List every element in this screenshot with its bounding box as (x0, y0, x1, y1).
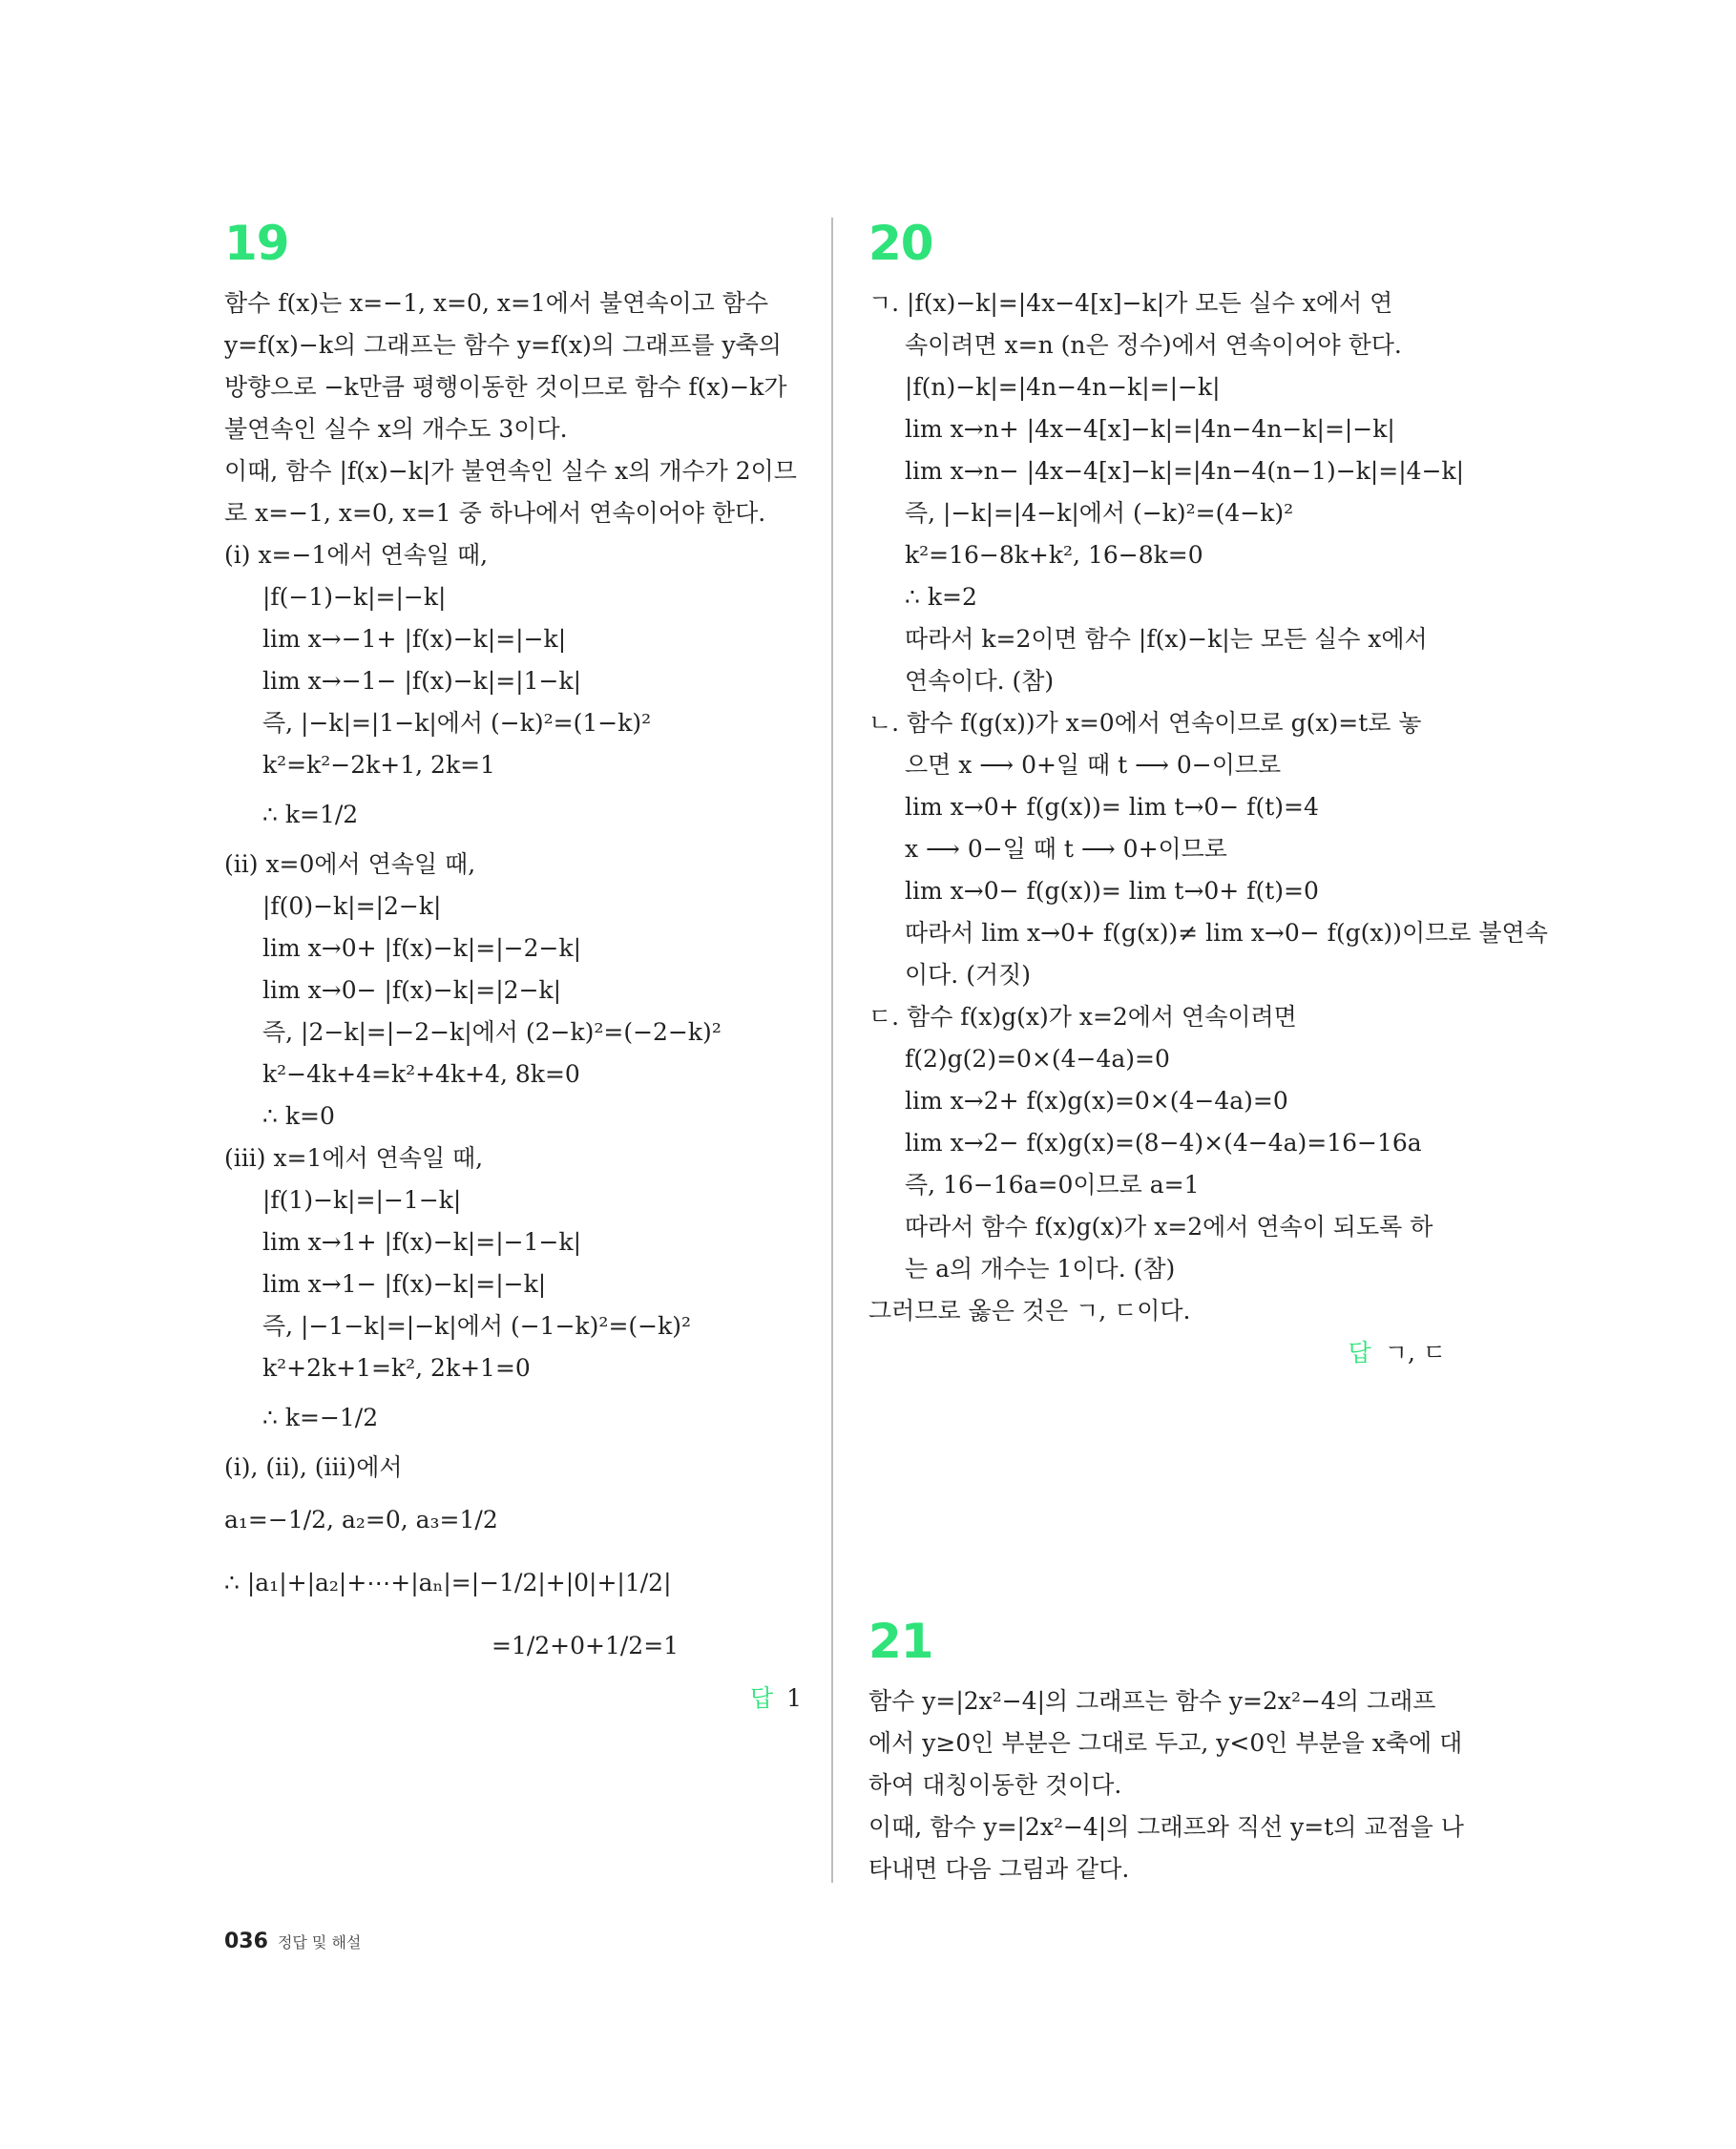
equation: lim x→−1− |f(x)−k|=|1−k| (262, 667, 582, 695)
text-line: x ⟶ 0−일 때 t ⟶ 0+이므로 (905, 835, 1227, 863)
answer-value: 1 (786, 1684, 802, 1712)
answer (224, 1678, 802, 1720)
item-heading: ㄱ. |f(x)−k|=|4x−4[x]−k|가 모든 실수 x에서 연 (868, 289, 1393, 317)
text-line: (ⅰ), (ⅱ), (ⅲ)에서 (224, 1453, 403, 1481)
text-line: 연속이다. (참) (905, 667, 1055, 695)
case-heading: (ⅱ) x=0에서 연속일 때, (224, 850, 476, 878)
item-heading: ㄴ. 함수 f(g(x))가 x=0에서 연속이므로 g(x)=t로 놓 (868, 709, 1422, 737)
equation: ∴ k=2 (905, 583, 977, 611)
text-line: 방향으로 −k만큼 평행이동한 것이므로 함수 f(x)−k가 (224, 373, 787, 401)
answer (868, 1332, 1446, 1374)
equation: |f(−1)−k|=|−k| (262, 583, 447, 611)
equation: lim x→1− |f(x)−k|=|−k| (262, 1270, 547, 1298)
equation: lim x→n+ |4x−4[x]−k|=|4n−4n−k|=|−k| (905, 415, 1395, 443)
text-line: 로 x=−1, x=0, x=1 중 하나에서 연속이어야 한다. (224, 499, 766, 527)
equation: k²−4k+4=k²+4k+4, 8k=0 (262, 1060, 580, 1088)
equation: ∴ k=1/2 (262, 801, 359, 828)
text-line: 함수 f(x)는 x=−1, x=0, x=1에서 불연속이고 함수 (224, 289, 769, 317)
text-line: 불연속인 실수 x의 개수도 3이다. (224, 415, 568, 443)
text-line: 이때, 함수 y=|2x²−4|의 그래프와 직선 y=t의 교점을 나 (868, 1813, 1464, 1841)
equation: k²=16−8k+k², 16−8k=0 (905, 541, 1203, 569)
equation: lim x→0+ |f(x)−k|=|−2−k| (262, 934, 582, 962)
equation: 즉, |−k|=|4−k|에서 (−k)²=(4−k)² (905, 499, 1294, 527)
equation: lim x→0− |f(x)−k|=|2−k| (262, 976, 562, 1004)
item-heading: ㄷ. 함수 f(x)g(x)가 x=2에서 연속이려면 (868, 1003, 1297, 1031)
text-line: 따라서 함수 f(x)g(x)가 x=2에서 연속이 되도록 하 (905, 1213, 1433, 1241)
section-title: 정답 및 해설 (277, 1933, 362, 1951)
equation: 즉, |−1−k|=|−k|에서 (−1−k)²=(−k)² (262, 1312, 692, 1340)
problem-20 (868, 216, 1548, 1374)
equation: |f(1)−k|=|−1−k| (262, 1186, 462, 1214)
equation: lim x→1+ |f(x)−k|=|−1−k| (262, 1228, 582, 1256)
case-heading: (ⅰ) x=−1에서 연속일 때, (224, 541, 489, 569)
conclusion: 그러므로 옳은 것은 ㄱ, ㄷ이다. (868, 1297, 1191, 1325)
problem-number: 19 (224, 216, 289, 271)
problem-number: 20 (868, 216, 933, 271)
problem-number: 21 (868, 1614, 933, 1669)
page-footer (224, 1930, 361, 1953)
column-divider (831, 218, 833, 1883)
equation: ∴ |a₁|+|a₂|+⋯+|aₙ|=|−1/2|+|0|+|1/2| (224, 1569, 672, 1596)
text-line: 하여 대칭이동한 것이다. (868, 1771, 1122, 1799)
text-line: 는 a의 개수는 1이다. (참) (905, 1255, 1176, 1283)
equation: ∴ k=−1/2 (262, 1404, 379, 1431)
text-line: 따라서 lim x→0+ f(g(x))≠ lim x→0− f(g(x))이므로 불연속 (905, 919, 1548, 947)
text-line: 타내면 다음 그림과 같다. (868, 1855, 1130, 1883)
equation: f(2)g(2)=0×(4−4a)=0 (905, 1045, 1170, 1073)
page-number: 036 (224, 1930, 268, 1953)
equation: 즉, |2−k|=|−2−k|에서 (2−k)²=(−2−k)² (262, 1018, 722, 1046)
equation: lim x→−1+ |f(x)−k|=|−k| (262, 625, 567, 653)
answer-label: 답 (749, 1684, 774, 1712)
answer-value: ㄱ, ㄷ (1384, 1339, 1446, 1367)
equation: 즉, |−k|=|1−k|에서 (−k)²=(1−k)² (262, 709, 652, 737)
text-line: 이때, 함수 |f(x)−k|가 불연속인 실수 x의 개수가 2이므 (224, 457, 797, 485)
text-line: 속이려면 x=n (n은 정수)에서 연속이어야 한다. (905, 331, 1402, 359)
equation: lim x→2+ f(x)g(x)=0×(4−4a)=0 (905, 1087, 1288, 1115)
text-line: 에서 y≥0인 부분은 그대로 두고, y<0인 부분을 x축에 대 (868, 1729, 1463, 1757)
text-line: y=f(x)−k의 그래프는 함수 y=f(x)의 그래프를 y축의 (224, 331, 782, 359)
text-line: 따라서 k=2이면 함수 |f(x)−k|는 모든 실수 x에서 (905, 625, 1428, 653)
text-line: 이다. (거짓) (905, 961, 1032, 989)
equation: 즉, 16−16a=0이므로 a=1 (905, 1171, 1200, 1199)
equation: ∴ k=0 (262, 1102, 335, 1130)
equation: k²+2k+1=k², 2k+1=0 (262, 1354, 531, 1382)
equation: =1/2+0+1/2=1 (492, 1632, 680, 1659)
case-heading: (ⅲ) x=1에서 연속일 때, (224, 1144, 484, 1172)
equation: |f(n)−k|=|4n−4n−k|=|−k| (905, 373, 1221, 401)
problem-21 (868, 1614, 1464, 1890)
equation: lim x→n− |4x−4[x]−k|=|4n−4(n−1)−k|=|4−k| (905, 457, 1465, 485)
text-line: 으면 x ⟶ 0+일 때 t ⟶ 0−이므로 (905, 751, 1282, 779)
text-line: 함수 y=|2x²−4|의 그래프는 함수 y=2x²−4의 그래프 (868, 1687, 1436, 1715)
answer-label: 답 (1348, 1339, 1371, 1367)
equation: lim x→2− f(x)g(x)=(8−4)×(4−4a)=16−16a (905, 1129, 1422, 1157)
equation: a₁=−1/2, a₂=0, a₃=1/2 (224, 1506, 498, 1534)
equation: |f(0)−k|=|2−k| (262, 892, 442, 920)
equation: lim x→0+ f(g(x))= lim t→0− f(t)=4 (905, 793, 1319, 821)
equation: k²=k²−2k+1, 2k=1 (262, 751, 495, 779)
problem-19 (224, 216, 802, 1720)
equation: lim x→0− f(g(x))= lim t→0+ f(t)=0 (905, 877, 1319, 905)
